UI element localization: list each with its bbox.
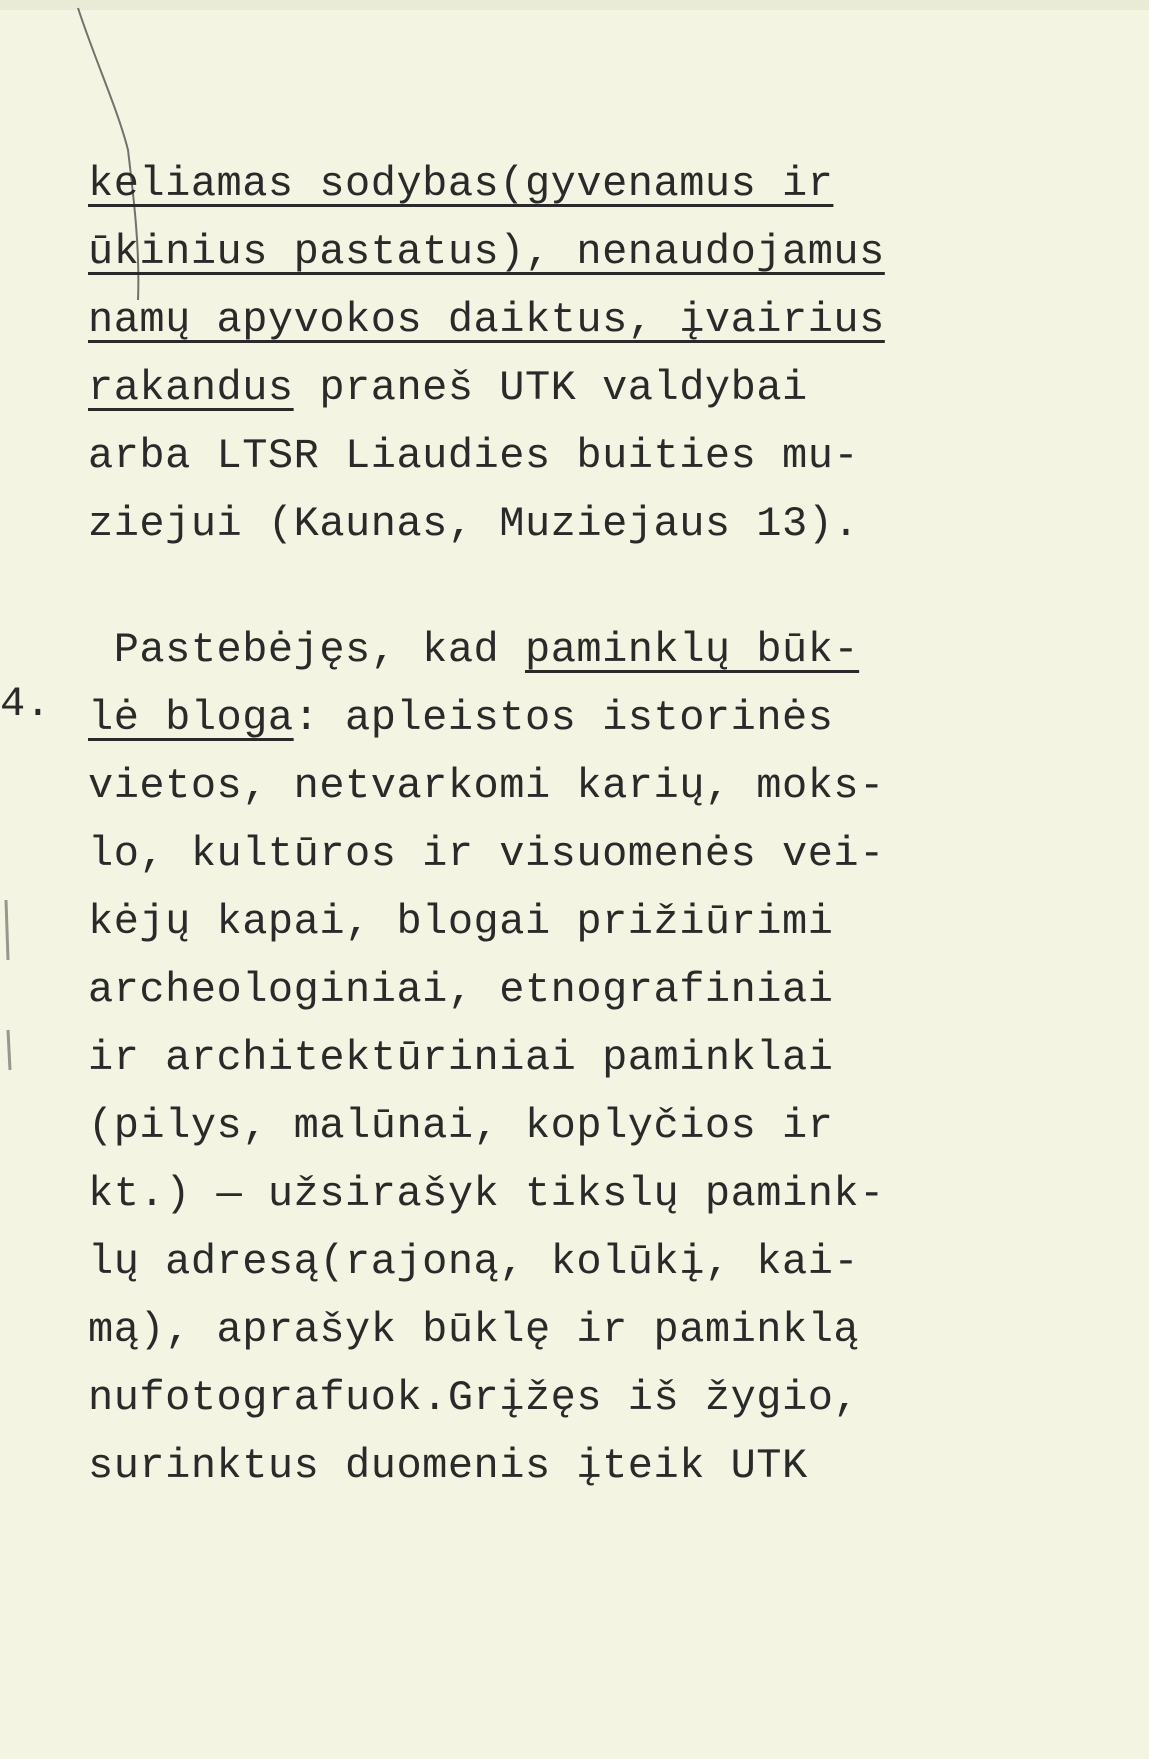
underlined-phrase: paminklų būk- xyxy=(524,626,860,674)
text-line: (pilys, malūnai, koplyčios ir xyxy=(88,1102,834,1150)
text-line: arba LTSR Liaudies buities mu- xyxy=(88,432,860,480)
text-line xyxy=(88,218,1068,286)
text-line: vietos, netvarkomi karių, moks- xyxy=(88,762,885,810)
text-line: mą), aprašyk būklę ir paminklą xyxy=(88,1306,860,1354)
text-line: archeologiniai, etnografiniai xyxy=(88,966,834,1014)
text-line: lo, kultūros ir visuomenės vei- xyxy=(88,830,885,878)
item-number: 4. xyxy=(0,680,51,728)
text-line xyxy=(88,286,1068,354)
text-line: nufotografuok.Grįžęs iš žygio, xyxy=(88,1374,860,1422)
text-line: kt.) — užsirašyk tikslų pamink- xyxy=(88,1170,885,1218)
paragraph-gap xyxy=(88,558,1068,616)
underlined-phrase: ūkinius pastatus), nenaudojamus xyxy=(88,228,885,276)
text-line: kėjų kapai, blogai prižiūrimi xyxy=(88,898,834,946)
text-line: ziejui (Kaunas, Muziejaus 13). xyxy=(88,500,860,548)
underlined-phrase: keliamas sodybas(gyvenamus ir xyxy=(88,160,834,208)
text-fragment: Pastebėjęs, kad xyxy=(88,626,525,674)
text-line: ir architektūriniai paminklai xyxy=(88,1034,834,1082)
text-line: surinktus duomenis įteik UTK xyxy=(88,1442,808,1490)
text-fragment: praneš UTK valdybai xyxy=(293,364,808,412)
text-fragment: : apleistos istorinės xyxy=(293,694,834,742)
text-line xyxy=(88,150,1068,218)
text-line xyxy=(88,684,1068,752)
underlined-phrase: rakandus xyxy=(88,364,294,412)
underlined-phrase: lė bloga xyxy=(88,694,294,742)
text-line xyxy=(88,616,1068,684)
text-line: lų adresą(rajoną, kolūkį, kai- xyxy=(88,1238,860,1286)
typed-text-block xyxy=(88,150,1068,1500)
underlined-phrase: namų apyvokos daiktus, įvairius xyxy=(88,296,885,344)
page-top-edge xyxy=(0,0,1149,10)
text-line xyxy=(88,354,1068,422)
